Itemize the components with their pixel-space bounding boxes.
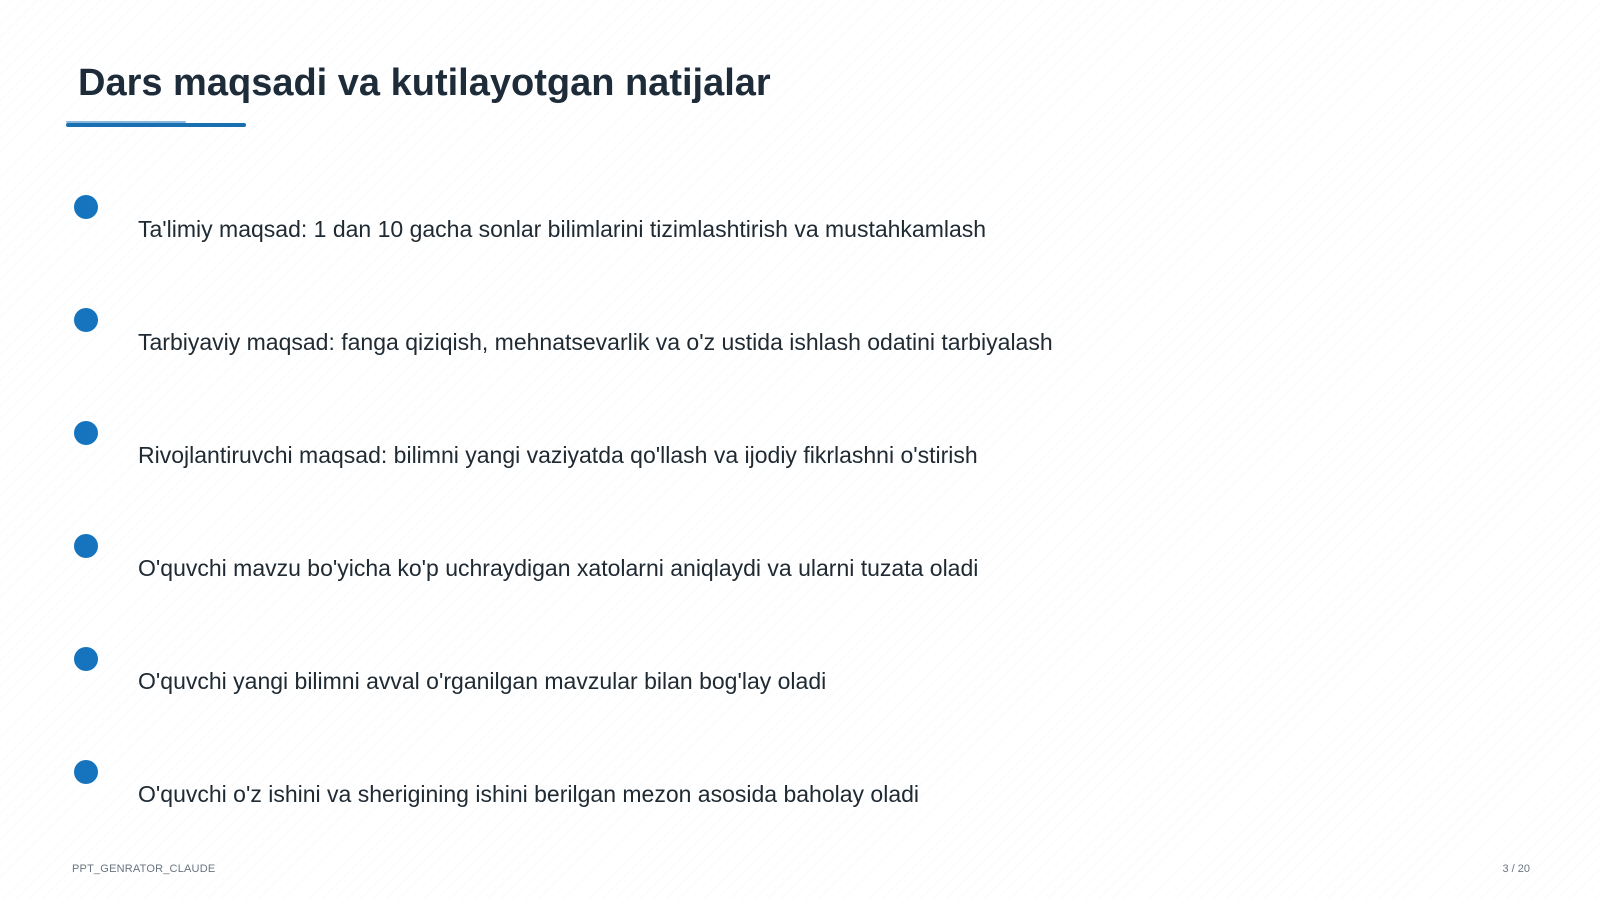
bullet-dot-icon: [74, 534, 98, 558]
bullet-dot-icon: [74, 195, 98, 219]
footer-brand: PPT_GENRATOR_CLAUDE: [72, 863, 216, 875]
bullet-dot-icon: [74, 308, 98, 332]
list-item: [0, 760, 1500, 820]
page-indicator: 3 / 20: [1502, 863, 1530, 875]
slide-title: Dars maqsadi va kutilayotgan natijalar: [78, 62, 771, 104]
bullet-text: O'quvchi mavzu bo'yicha ko'p uchraydigan xatolarni aniqlaydi va ularni tuzata oladi: [138, 555, 979, 581]
list-item: [0, 647, 1500, 707]
bullet-dot-icon: [74, 421, 98, 445]
bullet-text: O'quvchi yangi bilimni avval o'rganilgan mavzular bilan bog'lay oladi: [138, 668, 827, 694]
title-underline: [66, 123, 246, 127]
bullet-dot-icon: [74, 760, 98, 784]
bullet-text: O'quvchi o'z ishini va sherigining ishini berilgan mezon asosida baholay oladi: [138, 781, 920, 807]
list-item: [0, 421, 1500, 481]
list-item: [0, 534, 1500, 594]
bullet-text: Ta'limiy maqsad: 1 dan 10 gacha sonlar bilimlarini tizimlashtirish va mustahkamlash: [138, 216, 987, 242]
list-item: [0, 308, 1500, 368]
list-item: [0, 195, 1500, 255]
bullet-dot-icon: [74, 647, 98, 671]
bullet-text: Rivojlantiruvchi maqsad: bilimni yangi vaziyatda qo'llash va ijodiy fikrlashni o'stirish: [138, 442, 978, 468]
bullet-text: Tarbiyaviy maqsad: fanga qiziqish, mehnatsevarlik va o'z ustida ishlash odatini tarbiyalash: [138, 329, 1053, 355]
